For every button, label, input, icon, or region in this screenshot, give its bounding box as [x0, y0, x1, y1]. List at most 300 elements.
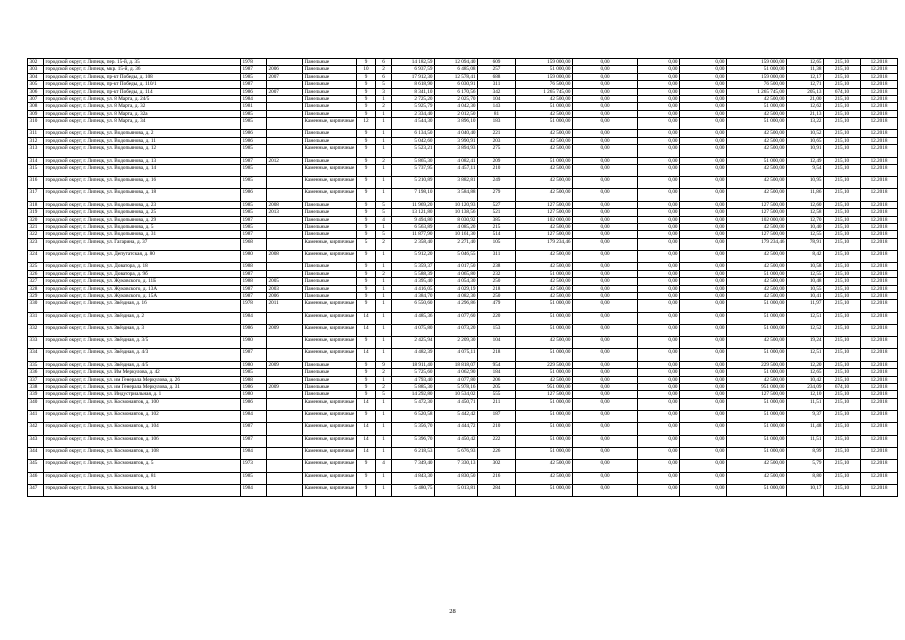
table-cell: 0,00 [680, 391, 727, 398]
table-cell: 5 [376, 81, 392, 88]
table-cell: 2012 [267, 157, 303, 164]
table-cell: 0,00 [638, 423, 680, 435]
table-row [28, 411, 898, 423]
table-cell: городской округ, г. Липецк, ул. Водопьянова, д. 12 [44, 145, 241, 157]
table-cell: 12.2018 [861, 189, 898, 201]
table-cell: Каменные, кирпичные [303, 398, 357, 410]
table-cell: 51 000,00 [727, 349, 787, 361]
table-cell: 346 [28, 472, 44, 484]
table-cell: 42 500,00 [727, 376, 787, 383]
table-cell: 9 [357, 285, 376, 292]
table-cell: 1 265 745,00 [727, 88, 787, 95]
table-cell: 1986 [241, 383, 267, 390]
table-cell: 1987 [241, 292, 267, 299]
table-cell: 215,10 [824, 95, 861, 102]
table-cell: 12.2018 [861, 376, 898, 383]
table-cell: 6 550,60 [392, 300, 435, 312]
table-cell: 323 [28, 238, 44, 250]
table-cell: 5 472,30 [392, 398, 435, 410]
table-cell: 0,00 [638, 81, 680, 88]
table-cell: 0,00 [573, 177, 638, 189]
table-cell: 238 [478, 263, 516, 270]
table-cell: 42 500,00 [727, 278, 787, 285]
table-cell: 1980 [241, 337, 267, 349]
table-cell: 0,00 [680, 447, 727, 459]
table-cell: 179 234,46 [727, 238, 787, 250]
table-cell: 5 396,70 [392, 435, 435, 447]
table-cell: 257 [478, 66, 516, 73]
table-cell: 9 [376, 361, 392, 368]
table-cell: 0,00 [573, 411, 638, 423]
table-cell: 9 [357, 157, 376, 164]
table-cell: 0,00 [680, 73, 727, 80]
table-cell: 250 [478, 278, 516, 285]
table-cell: 4 296,86 [435, 300, 478, 312]
table-cell: 12.2018 [861, 398, 898, 410]
table-cell: 314 [28, 157, 44, 164]
table-cell [267, 59, 303, 66]
table-cell: 159 000,00 [516, 73, 573, 80]
table-cell: 42 500,00 [516, 472, 573, 484]
table-cell: 0,00 [638, 349, 680, 361]
table-cell: 51 000,00 [516, 270, 573, 277]
table-cell: 51 000,00 [516, 398, 573, 410]
table-cell: 10 [357, 66, 376, 73]
table-cell: 5 [357, 238, 376, 250]
table-cell: 5 925,79 [392, 103, 435, 110]
table-row [28, 300, 898, 312]
table-cell: 12.2018 [861, 157, 898, 164]
table-cell: 0,00 [638, 164, 680, 176]
table-cell: 340 [28, 398, 44, 410]
table-cell: 203 [478, 137, 516, 144]
table-cell: 10,41 [787, 292, 824, 299]
table-cell: 51 000,00 [727, 312, 787, 324]
table-cell: 4 384,70 [392, 292, 435, 299]
table-cell: 306 [28, 88, 44, 95]
table-cell: 42 500,00 [727, 137, 787, 144]
table-row [28, 423, 898, 435]
table-cell: 6 520,58 [392, 411, 435, 423]
table-cell: 215,10 [824, 137, 861, 144]
table-cell: 42 500,00 [727, 145, 787, 157]
table-cell: 14 [357, 423, 376, 435]
table-cell: Каменные, кирпичные [303, 423, 357, 435]
table-cell: 305 [28, 81, 44, 88]
table-cell: 308 [28, 103, 44, 110]
table-cell [267, 81, 303, 88]
table-cell: 21,00 [787, 95, 824, 102]
table-cell: 5 210,89 [392, 177, 435, 189]
table-cell: 215,10 [824, 423, 861, 435]
table-cell: 81 [478, 110, 516, 117]
table-cell: 343 [28, 435, 44, 447]
table-cell [267, 349, 303, 361]
table-cell: 342 [28, 423, 44, 435]
table-cell: 0,00 [573, 460, 638, 472]
table-cell: 10,65 [787, 137, 824, 144]
table-cell: 42 500,00 [727, 110, 787, 117]
table-cell: 5 885,30 [392, 383, 435, 390]
table-cell: 14 [357, 312, 376, 324]
table-cell: 1987 [241, 216, 267, 223]
table-cell: 12.2018 [861, 177, 898, 189]
table-cell: 76 500,00 [727, 81, 787, 88]
table-cell: 0,00 [680, 349, 727, 361]
table-cell: 1 [376, 411, 392, 423]
table-cell: 4 082,30 [435, 292, 478, 299]
table-cell: Панельные [303, 201, 357, 208]
table-cell: 14 [357, 398, 376, 410]
table-cell: 0,00 [638, 238, 680, 250]
table-cell: 12.2018 [861, 324, 898, 336]
table-cell [267, 95, 303, 102]
table-cell: городской округ, г. Липецк, ул. Звёздная, д. 3/5 [44, 337, 241, 349]
table-row [28, 88, 898, 95]
table-cell: 221 [478, 130, 516, 137]
table-cell: 0,00 [638, 361, 680, 368]
table-cell: 51 000,00 [727, 300, 787, 312]
table-cell: 4 029,19 [435, 285, 478, 292]
table-cell: 215,10 [824, 324, 861, 336]
table-cell: Каменные, кирпичные [303, 460, 357, 472]
table-cell: 12.2018 [861, 270, 898, 277]
table-cell: 127 500,00 [727, 391, 787, 398]
table-cell: 42 500,00 [516, 278, 573, 285]
table-cell: городской округ, г. Липецк, ул. 8 Марта, д. 34 [44, 118, 241, 130]
table-cell: 1 [376, 484, 392, 496]
table-cell: 215,10 [824, 460, 861, 472]
table-cell: 215,10 [824, 201, 861, 208]
table-cell: городской округ, г. Липецк, ул. Депутатская, д. 80 [44, 251, 241, 263]
table-cell: 215,10 [824, 292, 861, 299]
table-cell: Каменные, кирпичные [303, 435, 357, 447]
table-row [28, 209, 898, 216]
table-cell: 0,00 [680, 216, 727, 223]
table-cell [267, 312, 303, 324]
table-cell: 215,10 [824, 209, 861, 216]
table-cell: 0,00 [573, 103, 638, 110]
table-cell: 279 [478, 189, 516, 201]
table-cell: 222 [478, 435, 516, 447]
table-cell: 0,00 [573, 66, 638, 73]
table-cell: 215,10 [824, 145, 861, 157]
table-row [28, 201, 898, 208]
table-cell: 5 013,81 [435, 484, 478, 496]
table-cell: 1984 [241, 312, 267, 324]
table-cell: городской округ, г. Липецк, ул. Водопьянова, д. 14 [44, 164, 241, 176]
table-cell: 0,00 [573, 263, 638, 270]
table-cell: 2006 [267, 292, 303, 299]
table-cell: 9 [357, 411, 376, 423]
table-cell: 9 [357, 209, 376, 216]
table-cell: 0,00 [573, 312, 638, 324]
table-cell: 127 500,00 [727, 231, 787, 238]
table-cell: 4 017,50 [435, 263, 478, 270]
table-cell: 10,58 [787, 263, 824, 270]
table-cell: 9 [357, 270, 376, 277]
table-cell: 9 [357, 130, 376, 137]
table-cell [267, 484, 303, 496]
table-cell: 2 358,40 [392, 238, 435, 250]
table-cell: 309 [28, 110, 44, 117]
table-cell: Панельные [303, 391, 357, 398]
table-cell: 51 000,00 [727, 398, 787, 410]
table-cell: 0,00 [638, 130, 680, 137]
table-cell: 42 500,00 [727, 337, 787, 349]
table-cell: 335 [28, 361, 44, 368]
table-cell: 12.2018 [861, 361, 898, 368]
table-cell: Панельные [303, 130, 357, 137]
table-cell: городской округ, г. Липецк, ул. Космонавтов, д. 104 [44, 423, 241, 435]
table-cell: Каменные, кирпичные [303, 164, 357, 176]
table-cell: 0,00 [573, 423, 638, 435]
table-cell: 51 000,00 [727, 369, 787, 376]
table-cell: 9 [357, 337, 376, 349]
table-cell: 0,00 [680, 145, 727, 157]
table-cell: 12.2018 [861, 118, 898, 130]
table-cell: 10,55 [787, 285, 824, 292]
table-cell: 3 894,93 [435, 145, 478, 157]
table-cell: 215,10 [824, 312, 861, 324]
table-cell: 215 [478, 223, 516, 230]
table-cell [267, 164, 303, 176]
table-cell: 1 [376, 337, 392, 349]
table-cell: 76 500,00 [516, 81, 573, 88]
table-cell: 216 [478, 472, 516, 484]
table-cell: 0,00 [573, 349, 638, 361]
table-cell: 1987 [241, 157, 267, 164]
table-cell: 215,10 [824, 130, 861, 137]
table-cell: 9 [357, 137, 376, 144]
table-cell: 42 500,00 [727, 95, 787, 102]
table-row [28, 324, 898, 336]
table-cell: Каменные, кирпичные [303, 118, 357, 130]
table-cell [267, 103, 303, 110]
table-cell: 229 500,00 [516, 361, 573, 368]
table-cell: 51 000,00 [516, 324, 573, 336]
table-cell: городской округ, г. Липецк, ул. Индустриальная, д. 1 [44, 391, 241, 398]
table-cell: 215,10 [824, 216, 861, 223]
table-cell: 0,00 [680, 66, 727, 73]
table-cell: 42 500,00 [516, 164, 573, 176]
table-cell: 1 [376, 118, 392, 130]
table-cell: 249 [478, 177, 516, 189]
page-number: 28 [449, 608, 456, 615]
table-cell: 0,00 [573, 59, 638, 66]
table-cell: 311 [478, 251, 516, 263]
table-cell: 8 341,10 [392, 88, 435, 95]
table-cell: 12.2018 [861, 164, 898, 176]
table-cell: 2 [376, 157, 392, 164]
table-cell: 12.2018 [861, 369, 898, 376]
table-cell: 1 [376, 278, 392, 285]
table-cell: 5 356,70 [392, 423, 435, 435]
table-cell: 307 [28, 95, 44, 102]
table-cell: 0,00 [680, 270, 727, 277]
table-cell: 4 075,80 [392, 324, 435, 336]
table-cell: городской округ, г. Липецк, ул. Жуковского, д. 13А [44, 285, 241, 292]
table-cell: 12.2018 [861, 312, 898, 324]
table-cell: 4 054,30 [435, 278, 478, 285]
table-cell: 9 [357, 223, 376, 230]
table-cell: 51 000,00 [727, 447, 787, 459]
table-cell: 1980 [241, 361, 267, 368]
table-cell: 6 937,59 [392, 66, 435, 73]
table-cell: 9 [357, 383, 376, 390]
table-cell: 42 500,00 [516, 177, 573, 189]
table-cell: 10,17 [787, 484, 824, 496]
table-cell: 51 000,00 [516, 369, 573, 376]
table-cell: 0,00 [680, 460, 727, 472]
table-cell: 215,10 [824, 411, 861, 423]
table-cell: 4 040,40 [435, 130, 478, 137]
table-cell: 10 161,30 [435, 231, 478, 238]
housing-repair-table [27, 58, 898, 497]
table-cell: 311 [478, 81, 516, 88]
table-cell: 9 [357, 278, 376, 285]
table-cell: 9 [357, 88, 376, 95]
table-cell: 51 000,00 [516, 435, 573, 447]
table-cell: 0,00 [638, 137, 680, 144]
table-cell: 1 [376, 95, 392, 102]
table-cell: 12,55 [787, 231, 824, 238]
table-cell: 0,00 [680, 231, 727, 238]
table-cell: 2 209,30 [435, 337, 478, 349]
table-cell [267, 118, 303, 130]
table-cell: 1978 [241, 59, 267, 66]
table-cell: 42 500,00 [727, 472, 787, 484]
table-cell: 12.2018 [861, 285, 898, 292]
table-cell: 210 [478, 423, 516, 435]
table-cell: 215,10 [824, 349, 861, 361]
table-cell: 4 457,11 [435, 164, 478, 176]
table-cell: 215,10 [824, 391, 861, 398]
table-cell: 18 818,07 [435, 361, 478, 368]
table-cell: 2009 [267, 361, 303, 368]
table-cell: 4 450,42 [435, 435, 478, 447]
table-cell: 12.2018 [861, 383, 898, 390]
table-cell: 51 000,00 [516, 300, 573, 312]
table-cell: 2 334,40 [392, 110, 435, 117]
table-cell: 1985 [241, 369, 267, 376]
table-cell: 2 [376, 66, 392, 73]
table-cell: городской округ, г. Липецк, пр-кт Победы, д. 110/1 [44, 81, 241, 88]
table-row [28, 81, 898, 88]
table-cell: 179 234,46 [516, 238, 573, 250]
table-cell: 5 978,16 [435, 383, 478, 390]
table-cell: 2006 [267, 66, 303, 73]
table-cell: 42 500,00 [727, 223, 787, 230]
table-cell: 284 [478, 484, 516, 496]
table-cell: 12.2018 [861, 460, 898, 472]
table-cell: 127 500,00 [516, 209, 573, 216]
table-cell [267, 376, 303, 383]
table-cell: 215,10 [824, 118, 861, 130]
table-cell: 13,22 [787, 118, 824, 130]
table-cell: 302 [28, 59, 44, 66]
table-cell: 78,91 [787, 238, 824, 250]
table-cell: городской округ, г. Липецк, ул. Водопьянова, д. 18 [44, 189, 241, 201]
table-cell: 1 [376, 285, 392, 292]
table-cell: городской округ, г. Липецк, ул. Космонавтов, д. 100 [44, 398, 241, 410]
table-cell: 0,00 [638, 369, 680, 376]
table-cell: 12 094,40 [435, 59, 478, 66]
table-cell: 11,86 [787, 189, 824, 201]
table-cell: 220 [478, 312, 516, 324]
table-cell: 0,00 [573, 201, 638, 208]
table-cell: 674,10 [824, 88, 861, 95]
table-cell: 1985 [241, 201, 267, 208]
table-cell: 2 [376, 103, 392, 110]
table-cell: 0,00 [638, 118, 680, 130]
table-cell: Панельные [303, 95, 357, 102]
table-cell: 12,10 [787, 391, 824, 398]
table-cell: 12.2018 [861, 137, 898, 144]
table-cell: 0,00 [573, 324, 638, 336]
table-cell: городской округ, г. Липецк, ул. Водопьянова, д. 29 [44, 216, 241, 223]
table-cell: 12.2018 [861, 103, 898, 110]
table-cell: 329 [28, 292, 44, 299]
table-cell: Панельные [303, 285, 357, 292]
table-cell: 9 [357, 216, 376, 223]
table-cell: 9 [357, 263, 376, 270]
table-cell: 12,49 [787, 157, 824, 164]
table-cell: Панельные [303, 223, 357, 230]
table-cell: 316 [28, 177, 44, 189]
table-cell: 127 500,00 [727, 201, 787, 208]
table-cell: 42 500,00 [516, 95, 573, 102]
table-cell: 1 [376, 324, 392, 336]
table-cell: 0,00 [638, 59, 680, 66]
table-cell: 322 [28, 231, 44, 238]
table-cell: 14 [357, 324, 376, 336]
table-cell: 9 [357, 201, 376, 208]
table-cell: 14 [357, 435, 376, 447]
table-row [28, 66, 898, 73]
table-cell: 1988 [241, 263, 267, 270]
table-cell [267, 369, 303, 376]
table-cell: Каменные, кирпичные [303, 337, 357, 349]
table-cell: 319 [28, 209, 44, 216]
table-cell [267, 472, 303, 484]
table-cell: 318 [28, 201, 44, 208]
table-cell: 42 500,00 [516, 145, 573, 157]
table-cell: 10 138,56 [435, 209, 478, 216]
table-cell: городской округ, г. Липецк, ул. Космонавтов, д. 102 [44, 411, 241, 423]
table-cell: Панельные [303, 88, 357, 95]
table-cell: Панельные [303, 270, 357, 277]
table-cell: 11,51 [787, 398, 824, 410]
table-cell: 12.2018 [861, 216, 898, 223]
table-cell: 9,54 [787, 164, 824, 176]
table-cell: 2 425,94 [392, 337, 435, 349]
table-cell: Панельные [303, 216, 357, 223]
table-cell: 184 [478, 369, 516, 376]
table-cell: 2008 [267, 251, 303, 263]
table-cell: 326 [28, 270, 44, 277]
table-row [28, 110, 898, 117]
table-cell: 215,10 [824, 164, 861, 176]
table-cell: 215,10 [824, 337, 861, 349]
table-cell: 0,00 [638, 447, 680, 459]
table-cell: 1984 [241, 447, 267, 459]
table-cell: 42 500,00 [516, 292, 573, 299]
table-row [28, 292, 898, 299]
table-cell: 4 042,30 [435, 103, 478, 110]
table-cell: 4 544,30 [392, 118, 435, 130]
table-cell: 0,00 [573, 383, 638, 390]
